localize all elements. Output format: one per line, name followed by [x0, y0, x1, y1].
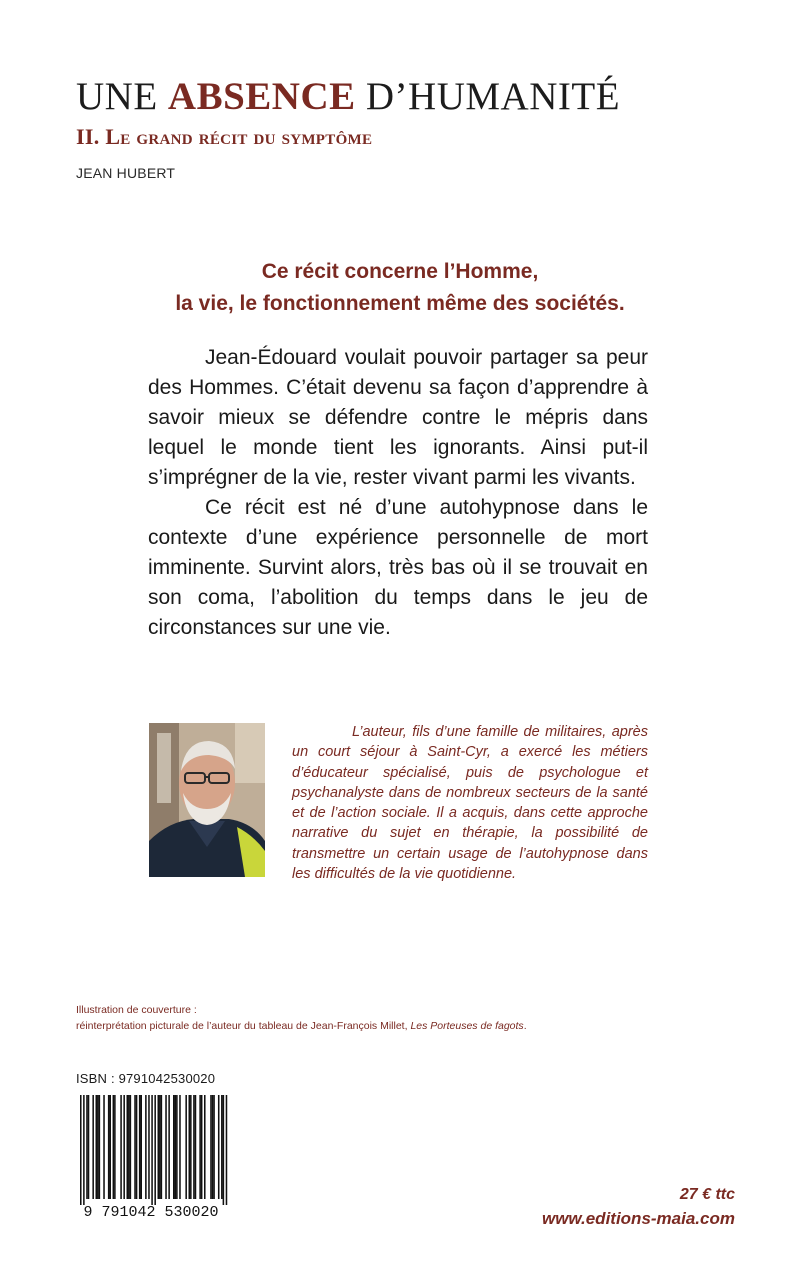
- isbn-barcode: [66, 1092, 236, 1220]
- barcode-bar: [195, 1095, 197, 1199]
- barcode-bar: [226, 1095, 228, 1205]
- barcode-bar: [168, 1095, 170, 1199]
- credits-line-1: Illustration de couverture :: [76, 1004, 197, 1016]
- book-subtitle: II. Le grand récit du symptôme: [76, 124, 373, 149]
- barcode-bar: [145, 1095, 147, 1199]
- price: 27 € ttc: [679, 1186, 735, 1203]
- barcode-bar: [154, 1095, 156, 1205]
- barcode-bar: [213, 1095, 215, 1199]
- barcode-bar: [99, 1095, 101, 1199]
- title-suffix: D’HUMANITÉ: [355, 75, 621, 118]
- barcode-bar: [173, 1095, 175, 1199]
- barcode-bar: [103, 1095, 105, 1199]
- barcode-bar: [165, 1095, 167, 1199]
- barcode-bar: [120, 1095, 122, 1199]
- credits-description: réinterprétation picturale de l’auteur du tableau de Jean-François Millet,: [76, 1020, 411, 1032]
- barcode-bar: [204, 1095, 206, 1199]
- author-biography-text: L’auteur, fils d’une famille de militaires, après un court séjour à Saint-Cyr, a exercé les métiers d’éducateur spécialisé, puis de psychologue et psychanalyste dans de nombreux secteurs de la santé et de l’action sociale. Il a acquis, dans cette approche narrative du sujet en thérapie, la possibilité de transmettre un certain usage de l’autohypnose dans les difficultés de la vie quotidienne.: [292, 724, 648, 883]
- barcode-bar: [123, 1095, 125, 1199]
- barcode-bar: [96, 1095, 98, 1199]
- barcode-bar: [80, 1095, 82, 1205]
- barcode-bars: [80, 1095, 227, 1205]
- barcode-bar: [221, 1095, 223, 1199]
- synopsis: [148, 343, 648, 643]
- barcode-bar: [148, 1095, 150, 1199]
- barcode-bar: [193, 1095, 195, 1199]
- barcode-bar: [92, 1095, 94, 1199]
- painting-title: Les Porteuses de fagots: [410, 1020, 524, 1032]
- barcode-bar: [210, 1095, 212, 1199]
- barcode-bar: [190, 1095, 192, 1199]
- barcode-bar: [201, 1095, 203, 1199]
- tagline-line-2: la vie, le fonctionnement même des sociétés.: [175, 292, 625, 315]
- barcode-bar: [83, 1095, 85, 1205]
- barcode-bar: [176, 1095, 178, 1199]
- barcode-bar: [130, 1095, 132, 1199]
- barcode-bar: [175, 1095, 177, 1199]
- barcode-bar: [212, 1095, 214, 1199]
- publisher-website: www.editions-maia.com: [541, 1209, 735, 1228]
- barcode-bar: [139, 1095, 141, 1199]
- tagline-line-1: Ce récit concerne l’Homme,: [261, 260, 539, 283]
- synopsis-paragraph-1: Jean-Édouard voulait pouvoir partager sa peur des Hommes. C’était devenu sa façon d’apprendre à savoir mieux se défendre contre le mépris dans lequel le monde tient les ignorants. Ainsi put-il s’imprégner de la vie, rester vivant parmi les vivants.: [148, 346, 648, 489]
- barcode-bar: [223, 1095, 225, 1205]
- barcode-bar: [109, 1095, 111, 1199]
- barcode-bar: [140, 1095, 142, 1199]
- credits-end: .: [523, 1020, 527, 1032]
- barcode-bar: [161, 1095, 163, 1199]
- author-biography: [292, 722, 648, 884]
- cover-illustration-credits: [76, 1002, 527, 1034]
- barcode-bar: [199, 1095, 201, 1199]
- barcode-bar: [86, 1095, 88, 1199]
- barcode-bar: [113, 1095, 115, 1199]
- barcode-bar: [128, 1095, 130, 1199]
- barcode-bar: [127, 1095, 129, 1199]
- barcode-bar: [185, 1095, 187, 1199]
- title-prefix: UNE: [76, 75, 168, 118]
- book-title: [76, 74, 620, 119]
- barcode-digits: 9 791042 530020: [83, 1204, 219, 1220]
- barcode-bar: [88, 1095, 90, 1199]
- author-portrait-image: [149, 723, 265, 877]
- barcode-bar: [179, 1095, 181, 1199]
- author-name: JEAN HUBERT: [76, 165, 176, 181]
- barcode-bar: [134, 1095, 136, 1199]
- synopsis-paragraph-2: Ce récit est né d’une autohypnose dans le contexte d’une expérience personnelle de mort imminente. Survint alors, très bas où il se trouvait en son coma, l’abolition du temps dans le jeu de circonstances sur une vie.: [148, 496, 648, 639]
- barcode-bar: [97, 1095, 99, 1199]
- barcode-bar: [108, 1095, 110, 1199]
- barcode-bar: [151, 1095, 153, 1205]
- title-accent-word: ABSENCE: [167, 75, 356, 118]
- barcode-bar: [159, 1095, 161, 1199]
- author-photo: [149, 723, 265, 877]
- barcode-bar: [158, 1095, 160, 1199]
- barcode-bar: [218, 1095, 220, 1199]
- credits-line-2: [76, 1018, 527, 1034]
- barcode-bar: [136, 1095, 138, 1199]
- barcode-bar: [189, 1095, 191, 1199]
- tagline: [100, 256, 700, 320]
- barcode-bar: [114, 1095, 116, 1199]
- isbn-label: ISBN : 9791042530020: [76, 1071, 216, 1086]
